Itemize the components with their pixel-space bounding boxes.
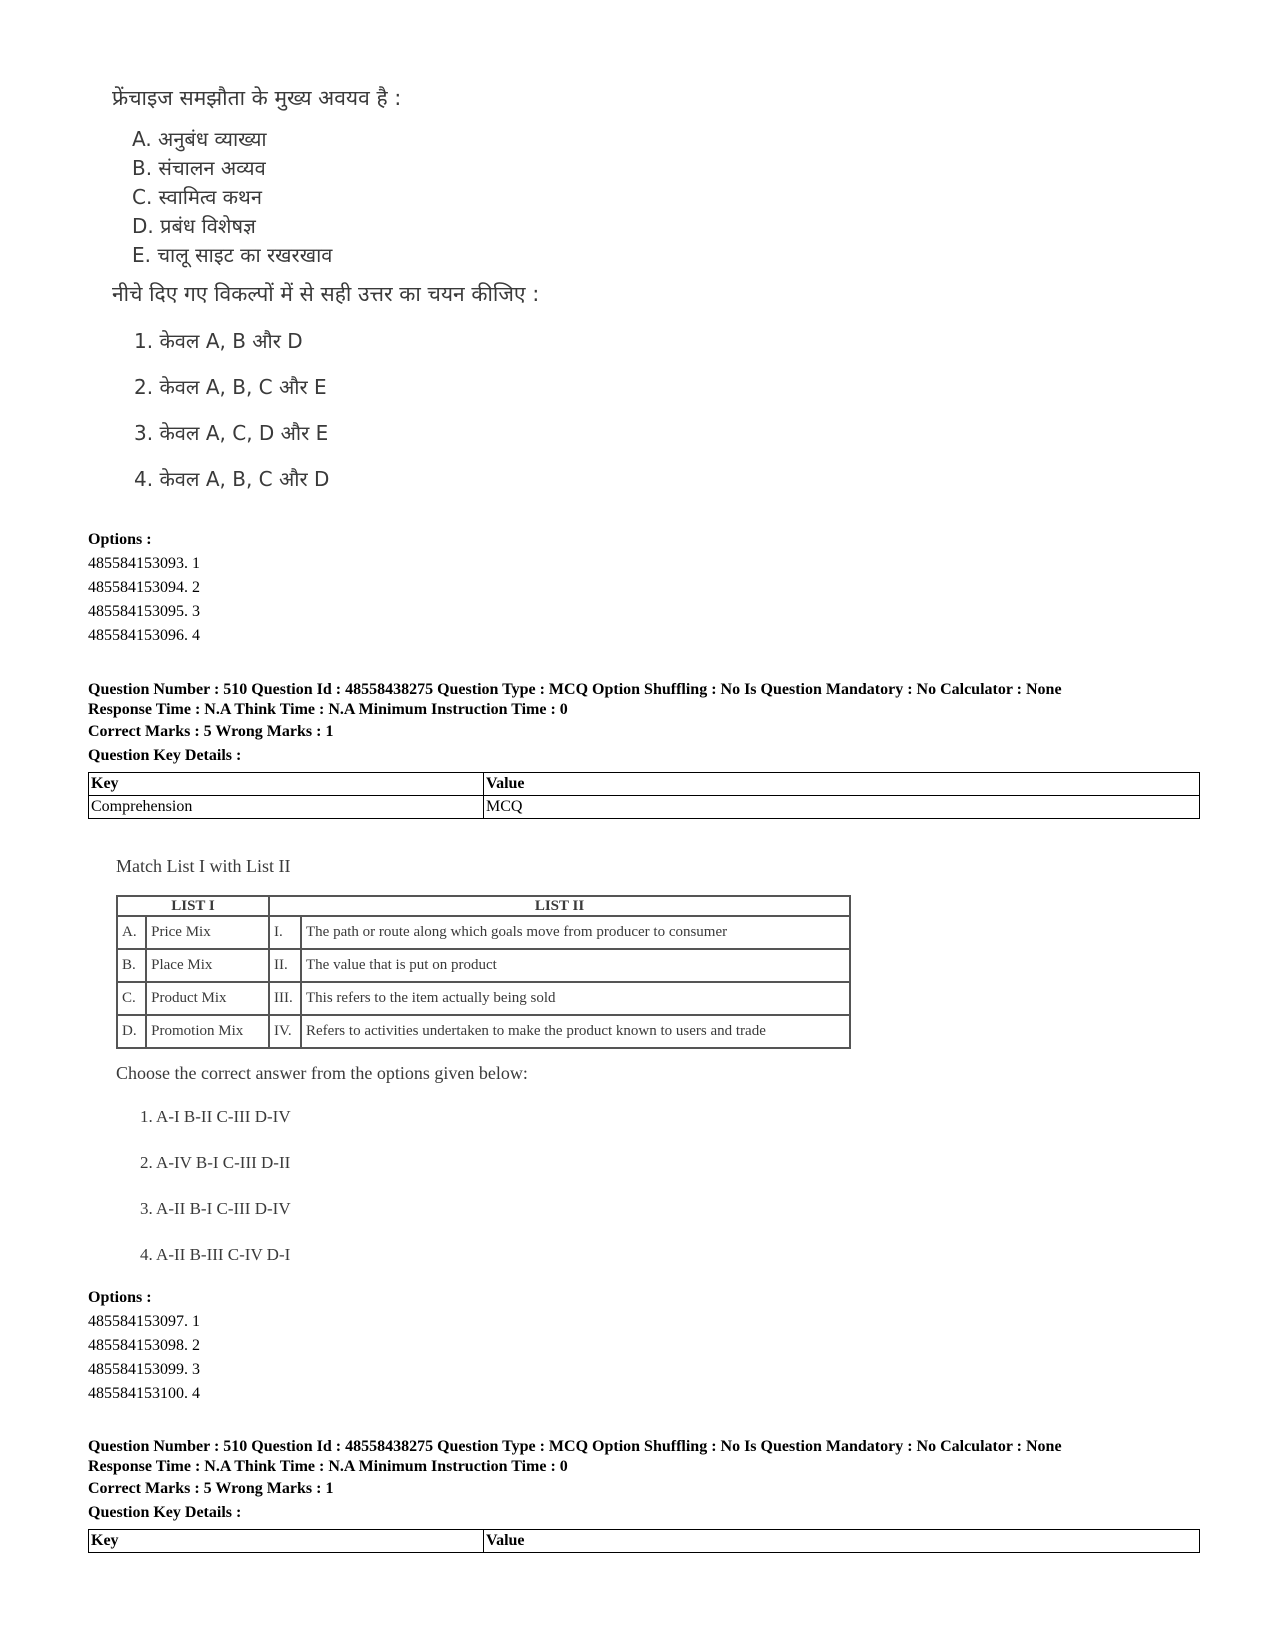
list-1-letter: A. [117, 916, 146, 949]
match-title: Match List I with List II [116, 856, 291, 876]
option-item: 485584153100. 4 [88, 1385, 200, 1402]
meta-line-2: Response Time : N.A Think Time : N.A Minimum Instruction Time : 0 [88, 701, 568, 718]
list-2-header: LIST II [269, 896, 850, 916]
option-item: 485584153094. 2 [88, 579, 200, 596]
list-1-header: LIST I [117, 896, 269, 916]
list-2-text: The path or route along which goals move from producer to consumer [301, 916, 850, 949]
list-1-letter: C. [117, 982, 146, 1015]
list-2-text: This refers to the item actually being sold [301, 982, 850, 1015]
choice-3: 3. केवल A, C, D और E [134, 421, 329, 445]
table-header-row [89, 773, 1200, 796]
question-stem: फ्रेंचाइज समझौता के मुख्य अवयव है : [112, 86, 402, 110]
value-header: Value [484, 1530, 1200, 1553]
list-1-letter: B. [117, 949, 146, 982]
option-item: 485584153099. 3 [88, 1361, 200, 1378]
match-choice-3: 3. A-II B-I C-III D-IV [140, 1199, 291, 1218]
key-value-table-1 [88, 772, 1200, 819]
value-header: Value [484, 773, 1200, 796]
list-2-number: II. [269, 949, 301, 982]
list-1-text: Product Mix [146, 982, 269, 1015]
statement-d: D. प्रबंध विशेषज्ञ [132, 214, 256, 238]
list-1-text: Place Mix [146, 949, 269, 982]
question-meta-2 [88, 1437, 1218, 1525]
option-item: 485584153096. 4 [88, 627, 200, 644]
match-choice-1: 1. A-I B-II C-III D-IV [140, 1107, 291, 1126]
table-row [117, 949, 850, 982]
question-meta-1 [88, 680, 1218, 768]
key-value-table-2 [88, 1529, 1200, 1553]
list-1-letter: D. [117, 1015, 146, 1048]
options-heading: Options : [88, 1289, 152, 1306]
key-cell: Comprehension [89, 796, 484, 819]
statement-a: A. अनुबंध व्याख्या [132, 127, 267, 151]
options-block-2 [88, 1286, 200, 1406]
statement-e: E. चालू साइट का रखरखाव [132, 243, 333, 267]
list-2-text: The value that is put on product [301, 949, 850, 982]
choice-4: 4. केवल A, B, C और D [134, 467, 330, 491]
list-2-number: I. [269, 916, 301, 949]
options-heading: Options : [88, 531, 152, 548]
match-list-table [116, 895, 851, 1049]
table-row [117, 916, 850, 949]
key-header: Key [89, 773, 484, 796]
key-details-heading: Question Key Details : [88, 747, 242, 764]
match-choice-4: 4. A-II B-III C-IV D-I [140, 1245, 291, 1264]
marks-line: Correct Marks : 5 Wrong Marks : 1 [88, 1480, 334, 1497]
value-cell: MCQ [484, 796, 1200, 819]
statement-b: B. संचालन अव्यव [132, 156, 266, 180]
table-row [117, 1015, 850, 1048]
choice-2: 2. केवल A, B, C और E [134, 375, 327, 399]
list-1-text: Price Mix [146, 916, 269, 949]
key-header: Key [89, 1530, 484, 1553]
choice-1: 1. केवल A, B और D [134, 329, 303, 353]
option-item: 485584153098. 2 [88, 1337, 200, 1354]
list-1-text: Promotion Mix [146, 1015, 269, 1048]
option-item: 485584153097. 1 [88, 1313, 200, 1330]
question-instruction: नीचे दिए गए विकल्पों में से सही उत्तर का चयन कीजिए : [112, 282, 540, 306]
key-details-heading: Question Key Details : [88, 1504, 242, 1521]
table-row [117, 982, 850, 1015]
table-row [89, 796, 1200, 819]
list-2-number: IV. [269, 1015, 301, 1048]
match-question-image [116, 856, 856, 1288]
statement-c: C. स्वामित्व कथन [132, 185, 262, 209]
list-2-text: Refers to activities undertaken to make the product known to users and trade [301, 1015, 850, 1048]
marks-line: Correct Marks : 5 Wrong Marks : 1 [88, 723, 334, 740]
meta-line-1: Question Number : 510 Question Id : 48558438275 Question Type : MCQ Option Shuffling : No Is Question Mandatory : No Calculator : None [88, 681, 1062, 698]
list-2-number: III. [269, 982, 301, 1015]
option-item: 485584153095. 3 [88, 603, 200, 620]
table-header-row [89, 1530, 1200, 1553]
match-choice-2: 2. A-IV B-I C-III D-II [140, 1153, 291, 1172]
options-block-1 [88, 528, 200, 648]
match-instruction: Choose the correct answer from the options given below: [116, 1063, 528, 1083]
option-item: 485584153093. 1 [88, 555, 200, 572]
meta-line-1: Question Number : 510 Question Id : 48558438275 Question Type : MCQ Option Shuffling : No Is Question Mandatory : No Calculator : None [88, 1438, 1062, 1455]
meta-line-2: Response Time : N.A Think Time : N.A Minimum Instruction Time : 0 [88, 1458, 568, 1475]
hindi-question-image [112, 84, 632, 510]
